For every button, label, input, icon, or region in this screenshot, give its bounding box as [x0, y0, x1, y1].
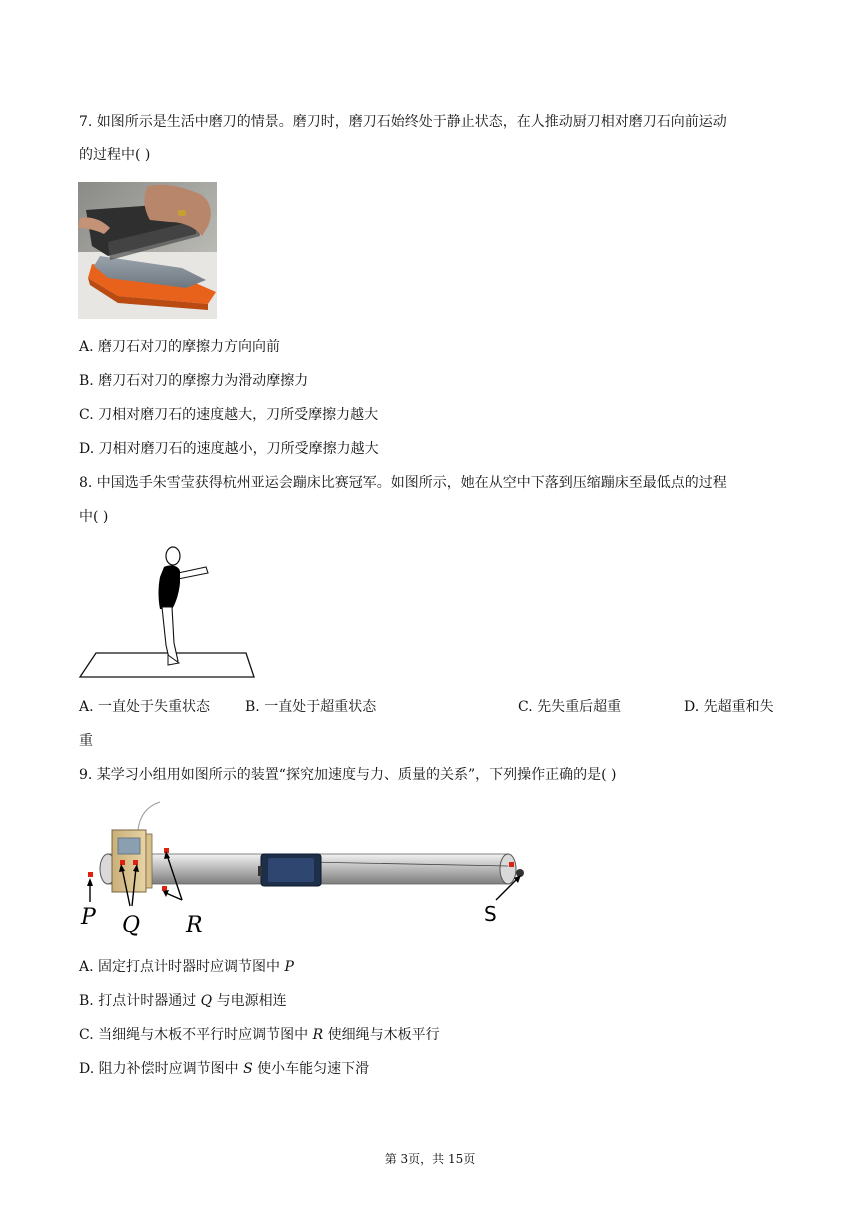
q9-option-c — [79, 1025, 440, 1045]
q7-option-c: C. 刀相对磨刀石的速度越大，刀所受摩擦力越大 — [79, 407, 379, 423]
q9-option-a-text: A. 固定打点计时器时应调节图中 — [79, 959, 281, 975]
label-s: S — [484, 902, 497, 926]
q7-option-a: A. 磨刀石对刀的摩擦力方向向前 — [79, 339, 281, 355]
q7-stem-line1: 7. 如图所示是生活中磨刀的情景。磨刀时，磨刀石始终处于静止状态，在人推动厨刀相对磨刀石向前运动 — [79, 114, 727, 130]
q8-stem-line2: 中( ) — [79, 509, 109, 525]
q8-option-a: A. 一直处于失重状态 — [79, 699, 211, 715]
q9-option-a — [79, 957, 294, 977]
q9-option-b-var: Q — [200, 993, 213, 1009]
q8-stem-line1: 8. 中国选手朱雪莹获得杭州亚运会蹦床比赛冠军。如图所示，她在从空中下落到压缩蹦床至最低点的过程 — [79, 475, 727, 491]
q9-option-c-text: C. 当细绳与木板不平行时应调节图中 — [79, 1027, 309, 1043]
q9-option-d-tail: 使小车能匀速下滑 — [257, 1061, 370, 1077]
q9-option-b — [79, 991, 287, 1011]
q9-option-b-text: B. 打点计时器通过 — [79, 993, 197, 1009]
q8-option-c: C. 先失重后超重 — [518, 699, 622, 715]
q9-stem: 9. 某学习小组用如图所示的装置“探究加速度与力、质量的关系”，下列操作正确的是( ) — [79, 767, 617, 783]
acceleration-experiment-apparatus — [78, 800, 528, 940]
q9-option-b-tail: 与电源相连 — [216, 993, 287, 1009]
label-q: Q — [122, 913, 141, 938]
q7-option-b: B. 磨刀石对刀的摩擦力为滑动摩擦力 — [79, 373, 309, 389]
q9-option-d-var: S — [243, 1061, 253, 1077]
trampoline-athlete-figure — [78, 543, 256, 680]
q9-option-a-var: P — [284, 959, 294, 975]
page-footer: 第 3页，共 15页 — [384, 1152, 476, 1166]
q8-option-d-wrap: 重 — [79, 733, 93, 749]
label-p: P — [81, 905, 96, 930]
q9-option-d — [79, 1059, 369, 1079]
q8-option-b: B. 一直处于超重状态 — [245, 699, 377, 715]
q9-option-d-text: D. 阻力补偿时应调节图中 — [79, 1061, 239, 1077]
label-r: R — [186, 913, 203, 938]
q7-stem-line2: 的过程中( ) — [79, 147, 151, 163]
q9-option-c-tail: 使细绳与木板平行 — [327, 1027, 440, 1043]
q7-option-d: D. 刀相对磨刀石的速度越小，刀所受摩擦力越大 — [79, 441, 379, 457]
q9-option-c-var: R — [312, 1027, 324, 1043]
q8-option-d: D. 先超重和失 — [684, 699, 774, 715]
knife-sharpening-photo — [78, 182, 217, 319]
